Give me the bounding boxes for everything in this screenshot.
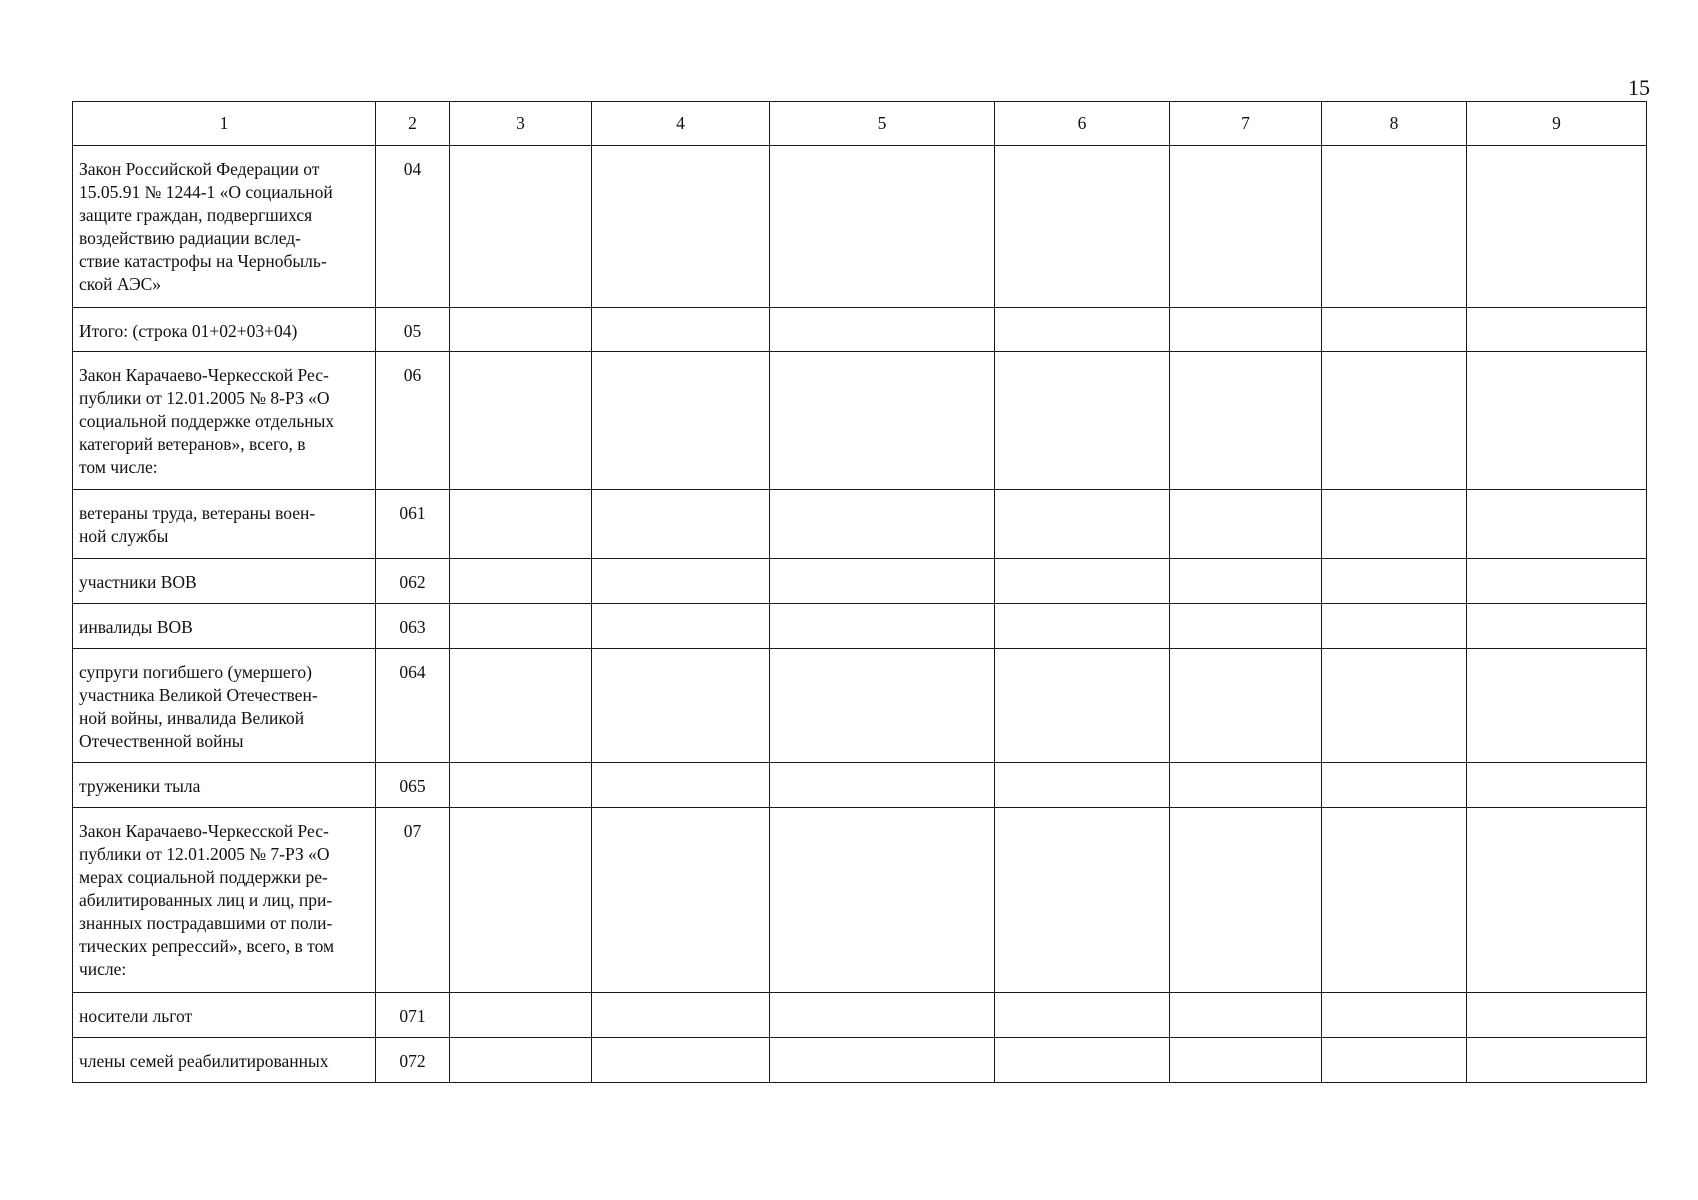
- row-code: 05: [376, 308, 450, 352]
- data-cell: [592, 604, 770, 649]
- data-cell: [450, 352, 592, 490]
- data-cell: [995, 559, 1170, 604]
- data-cell: [450, 604, 592, 649]
- data-cell: [592, 352, 770, 490]
- data-cell: [770, 490, 995, 559]
- table-row: [73, 146, 1647, 308]
- data-cell: [450, 763, 592, 808]
- data-cell: [995, 146, 1170, 308]
- row-description: ветераны труда, ветераны воен- ной службы: [73, 490, 376, 559]
- row-code: 04: [376, 146, 450, 308]
- data-cell: [1322, 490, 1467, 559]
- data-cell: [1467, 993, 1647, 1038]
- data-cell: [995, 604, 1170, 649]
- column-header-3: 3: [450, 102, 592, 146]
- row-code: 065: [376, 763, 450, 808]
- data-cell: [1322, 993, 1467, 1038]
- data-cell: [1467, 559, 1647, 604]
- row-description: инвалиды ВОВ: [73, 604, 376, 649]
- data-cell: [592, 808, 770, 993]
- data-cell: [592, 1038, 770, 1083]
- table-row: [73, 763, 1647, 808]
- row-description: Закон Карачаево-Черкесской Рес- публики от 12.01.2005 № 8-РЗ «О социальной поддержке отдельных категорий ветеранов», всего, в том числе:: [73, 352, 376, 490]
- table-row: [73, 993, 1647, 1038]
- page-number: 15: [1628, 75, 1650, 100]
- table-row: [73, 808, 1647, 993]
- row-code: 064: [376, 649, 450, 763]
- data-cell: [1170, 993, 1322, 1038]
- data-cell: [1170, 763, 1322, 808]
- data-cell: [450, 308, 592, 352]
- data-cell: [450, 146, 592, 308]
- row-description: участники ВОВ: [73, 559, 376, 604]
- data-cell: [592, 649, 770, 763]
- table-row: [73, 490, 1647, 559]
- data-cell: [592, 490, 770, 559]
- data-cell: [1467, 490, 1647, 559]
- data-cell: [1170, 604, 1322, 649]
- data-cell: [995, 993, 1170, 1038]
- row-code: 072: [376, 1038, 450, 1083]
- data-cell: [1322, 1038, 1467, 1083]
- data-cell: [1322, 763, 1467, 808]
- column-header-6: 6: [995, 102, 1170, 146]
- data-cell: [592, 763, 770, 808]
- data-cell: [1322, 649, 1467, 763]
- data-cell: [770, 604, 995, 649]
- data-cell: [1322, 352, 1467, 490]
- data-cell: [770, 559, 995, 604]
- row-description: труженики тыла: [73, 763, 376, 808]
- table-row: [73, 1038, 1647, 1083]
- row-code: 07: [376, 808, 450, 993]
- data-cell: [770, 308, 995, 352]
- data-cell: [450, 808, 592, 993]
- data-cell: [450, 490, 592, 559]
- data-cell: [1170, 559, 1322, 604]
- data-cell: [995, 649, 1170, 763]
- table-row: [73, 352, 1647, 490]
- data-cell: [1322, 146, 1467, 308]
- column-header-9: 9: [1467, 102, 1647, 146]
- data-cell: [1170, 146, 1322, 308]
- data-cell: [1170, 490, 1322, 559]
- data-cell: [450, 649, 592, 763]
- table-row: [73, 649, 1647, 763]
- data-cell: [592, 993, 770, 1038]
- data-cell: [1322, 604, 1467, 649]
- data-cell: [592, 308, 770, 352]
- column-header-2: 2: [376, 102, 450, 146]
- data-cell: [995, 808, 1170, 993]
- data-cell: [1322, 308, 1467, 352]
- data-cell: [1170, 1038, 1322, 1083]
- row-description: Закон Российской Федерации от 15.05.91 № 1244-1 «О социальной защите граждан, подвергшихся воздействию радиации вслед- ствие катастрофы на Чернобыль- ской АЭС»: [73, 146, 376, 308]
- data-cell: [1467, 1038, 1647, 1083]
- table-row: [73, 308, 1647, 352]
- data-cell: [995, 763, 1170, 808]
- data-cell: [1467, 808, 1647, 993]
- column-header-1: 1: [73, 102, 376, 146]
- column-header-5: 5: [770, 102, 995, 146]
- table-row: [73, 604, 1647, 649]
- data-cell: [770, 993, 995, 1038]
- data-cell: [995, 352, 1170, 490]
- row-description: супруги погибшего (умершего) участника Великой Отечествен- ной войны, инвалида Великой Отечественной войны: [73, 649, 376, 763]
- data-cell: [450, 1038, 592, 1083]
- data-cell: [1322, 808, 1467, 993]
- row-code: 061: [376, 490, 450, 559]
- data-cell: [995, 308, 1170, 352]
- data-cell: [995, 490, 1170, 559]
- data-cell: [450, 559, 592, 604]
- row-description: Итого: (строка 01+02+03+04): [73, 308, 376, 352]
- row-description: Закон Карачаево-Черкесской Рес- публики от 12.01.2005 № 7-РЗ «О мерах социальной поддержки ре- абилитированных лиц и лиц, при- знанных пострадавшими от поли- тических репрессий», всего, в том числе:: [73, 808, 376, 993]
- data-cell: [770, 1038, 995, 1083]
- table-row: [73, 559, 1647, 604]
- row-description: носители льгот: [73, 993, 376, 1038]
- column-header-8: 8: [1322, 102, 1467, 146]
- column-header-7: 7: [1170, 102, 1322, 146]
- header-row: [73, 102, 1647, 146]
- data-cell: [995, 1038, 1170, 1083]
- report-table: [72, 101, 1647, 1083]
- data-cell: [1467, 146, 1647, 308]
- row-code: 071: [376, 993, 450, 1038]
- data-cell: [770, 146, 995, 308]
- data-cell: [770, 352, 995, 490]
- data-cell: [1170, 649, 1322, 763]
- data-cell: [770, 763, 995, 808]
- row-code: 062: [376, 559, 450, 604]
- data-cell: [1322, 559, 1467, 604]
- data-cell: [1467, 352, 1647, 490]
- data-cell: [1467, 763, 1647, 808]
- data-cell: [450, 993, 592, 1038]
- data-cell: [770, 649, 995, 763]
- row-code: 063: [376, 604, 450, 649]
- row-description: члены семей реабилитированных: [73, 1038, 376, 1083]
- row-code: 06: [376, 352, 450, 490]
- data-cell: [1467, 308, 1647, 352]
- data-cell: [770, 808, 995, 993]
- data-cell: [1170, 808, 1322, 993]
- column-header-4: 4: [592, 102, 770, 146]
- data-cell: [1467, 604, 1647, 649]
- data-cell: [1467, 649, 1647, 763]
- data-cell: [592, 146, 770, 308]
- data-cell: [1170, 308, 1322, 352]
- data-cell: [592, 559, 770, 604]
- data-cell: [1170, 352, 1322, 490]
